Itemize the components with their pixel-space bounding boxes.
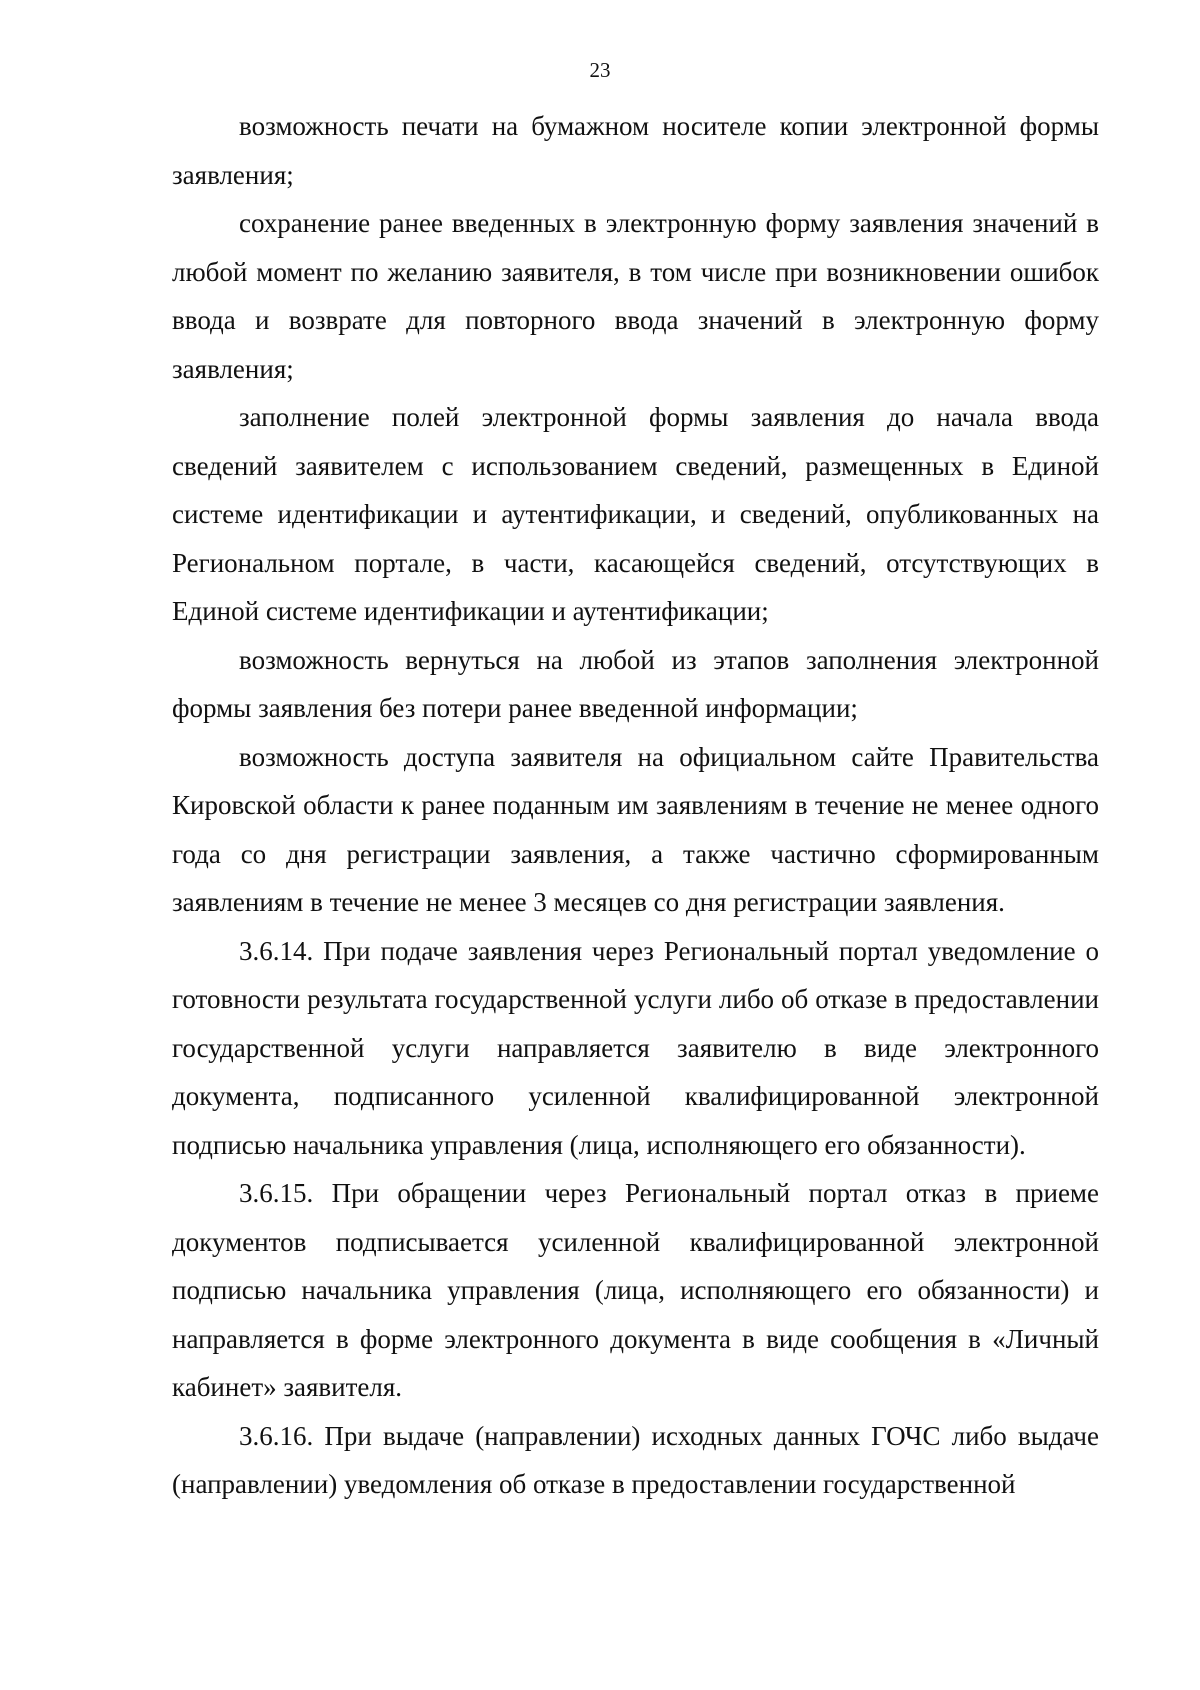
page-number: 23 xyxy=(589,58,611,82)
paragraph-3-6-14: 3.6.14. При подаче заявления через Региональный портал уведомление о готовности результата государственной услуги либо об отказе в предоставлении государственной услуги направляется заявителю в виде электронного документа, подписанного усиленной квалифицированной электронной подписью начальника управления (лица, исполняющего его обязанности). xyxy=(172,935,1099,1160)
paragraph-3-6-16: 3.6.16. При выдаче (направлении) исходных данных ГОЧС либо выдаче (направлении) уведомления об отказе в предоставлении государственной xyxy=(172,1420,1099,1499)
paragraph-print-copy: возможность печати на бумажном носителе копии электронной формы заявления; xyxy=(172,111,1099,190)
paragraph-save-values: сохранение ранее введенных в электронную форму заявления значений в любой момент по желанию заявителя, в том числе при возникновении ошибок ввода и возврате для повторного ввода значений в электронную форму заявления; xyxy=(172,208,1099,384)
paragraph-return-step: возможность вернуться на любой из этапов заполнения электронной формы заявления без потери ранее введенной информации; xyxy=(172,644,1099,723)
paragraph-fill-fields: заполнение полей электронной формы заявления до начала ввода сведений заявителем с использованием сведений, размещенных в Единой системе идентификации и аутентификации, и сведений, опубликованных на Региональном портале, в части, касающейся сведений, отсутствующих в Единой системе идентификации и аутентификации; xyxy=(172,402,1099,626)
paragraph-access-applications: возможность доступа заявителя на официальном сайте Правительства Кировской области к ранее поданным им заявлениям в течение не менее одного года со дня регистрации заявления, а также частично сформированным заявлениям в течение не менее 3 месяцев со дня регистрации заявления. xyxy=(172,741,1099,917)
document-body xyxy=(172,102,1099,1509)
paragraph-3-6-15: 3.6.15. При обращении через Региональный портал отказ в приеме документов подписывается усиленной квалифицированной электронной подписью начальника управления (лица, исполняющего его обязанности) и направляется в форме электронного документа в виде сообщения в «Личный кабинет» заявителя. xyxy=(172,1178,1099,1402)
